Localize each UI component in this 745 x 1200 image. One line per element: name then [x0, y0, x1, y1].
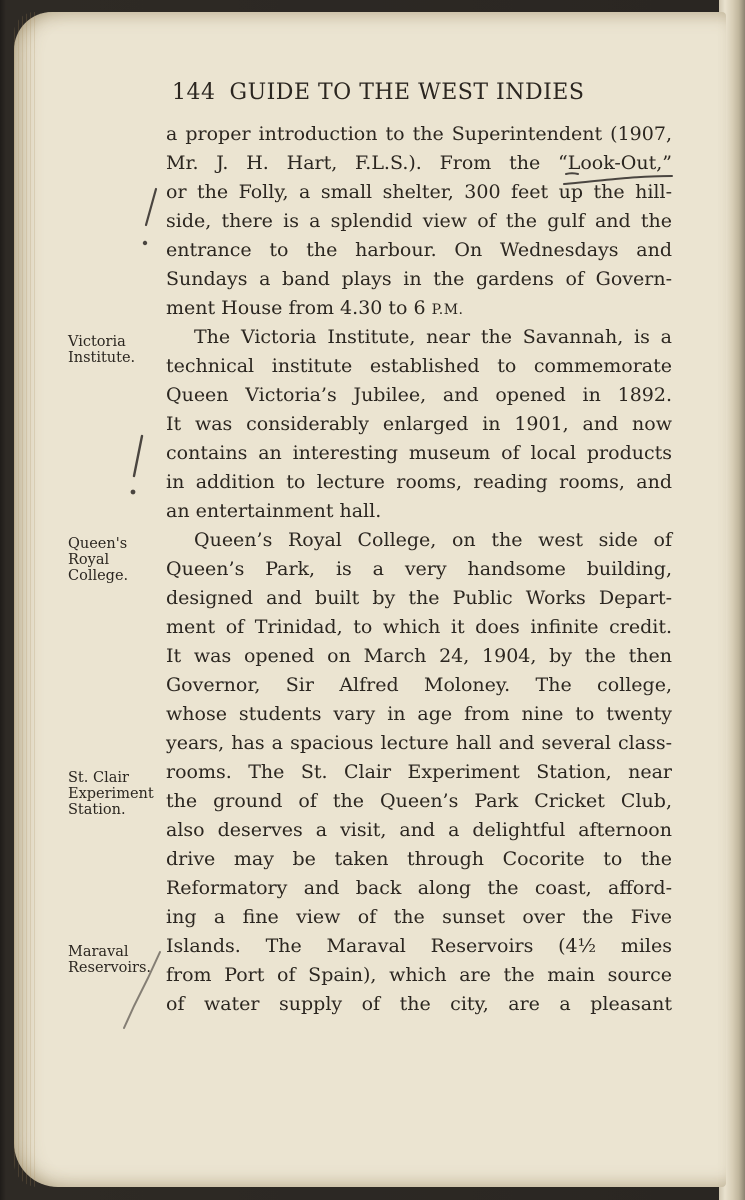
text-line: entrance to the harbour. On Wednesdays and: [166, 239, 672, 261]
text-line: Queen Victoria’s Jubilee, and opened in 1892.: [166, 384, 672, 406]
text-line: or the Folly, a small shelter, 300 feet up the hill-: [166, 181, 672, 203]
page-gutter: [14, 12, 38, 1187]
text-line: drive may be taken through Cocorite to the: [166, 848, 672, 870]
text-line: [166, 294, 672, 323]
text-line: from Port of Spain), which are the main source: [166, 964, 672, 986]
margin-note-line: Royal: [68, 552, 110, 568]
text-line: whose students vary in age from nine to twenty: [166, 703, 672, 725]
text-line: of water supply of the city, are a pleasant: [166, 993, 672, 1015]
text-line: Islands. The Maraval Reservoirs (4½ miles: [166, 935, 672, 957]
text-line: ing a fine view of the sunset over the Five: [166, 906, 672, 928]
text-line: rooms. The St. Clair Experiment Station, near: [166, 761, 672, 783]
page-number: 144: [172, 80, 216, 105]
margin-note-line: Reservoirs.: [68, 960, 151, 976]
margin-note-st-clair-station: [68, 770, 154, 818]
text-run: ment House from 4.30 to 6: [166, 297, 432, 319]
body-text: [166, 120, 672, 1019]
text-line: a proper introduction to the Superintendent (1907,: [166, 123, 672, 145]
small-caps-pm: P.M.: [431, 302, 464, 318]
text-line: Mr. J. H. Hart, F.L.S.). From the “Look-Out,”: [166, 152, 672, 174]
text-line: ment of Trinidad, to which it does infinite credit.: [166, 616, 672, 638]
text-line: in addition to lecture rooms, reading rooms, and: [166, 471, 672, 493]
text-line: It was opened on March 24, 1904, by the then: [166, 645, 672, 667]
text-line: years, has a spacious lecture hall and several class-: [166, 732, 672, 754]
margin-note-line: Maraval: [68, 944, 129, 960]
text-line: contains an interesting museum of local products: [166, 442, 672, 464]
text-line: It was considerably enlarged in 1901, and now: [166, 413, 672, 435]
text-line: Governor, Sir Alfred Moloney. The college,: [166, 674, 672, 696]
text-line: Reformatory and back along the coast, afford-: [166, 877, 672, 899]
text-line: an entertainment hall.: [166, 500, 382, 522]
margin-note-line: Station.: [68, 802, 126, 818]
running-head-title: GUIDE TO THE WEST INDIES: [229, 80, 585, 105]
text-line: the ground of the Queen’s Park Cricket Club,: [166, 790, 672, 812]
margin-note-line: Institute.: [68, 350, 136, 366]
text-line: The Victoria Institute, near the Savannah, is a: [194, 326, 672, 348]
margin-note-line: Experiment: [68, 786, 154, 802]
margin-note-line: St. Clair: [68, 770, 129, 786]
pencil-mark-icon: [120, 432, 150, 504]
running-header: [172, 80, 642, 114]
text-line: Sundays a band plays in the gardens of Govern-: [166, 268, 672, 290]
text-line: Queen’s Park, is a very handsome building,: [166, 558, 672, 580]
text-line: Queen’s Royal College, on the west side of: [194, 529, 672, 551]
margin-note-line: College.: [68, 568, 129, 584]
margin-note-queens-royal-college: [68, 536, 128, 584]
text-line: also deserves a visit, and a delightful afternoon: [166, 819, 672, 841]
pencil-mark-icon: [136, 185, 166, 255]
text-line: designed and built by the Public Works Depart-: [166, 587, 672, 609]
margin-note-victoria-institute: [68, 334, 135, 366]
text-line: side, there is a splendid view of the gulf and the: [166, 210, 672, 232]
margin-note-line: Victoria: [68, 334, 126, 350]
margin-note-line: Queen's: [68, 536, 128, 552]
text-line: technical institute established to commemorate: [166, 355, 672, 377]
pencil-mark-icon: [116, 946, 166, 1036]
